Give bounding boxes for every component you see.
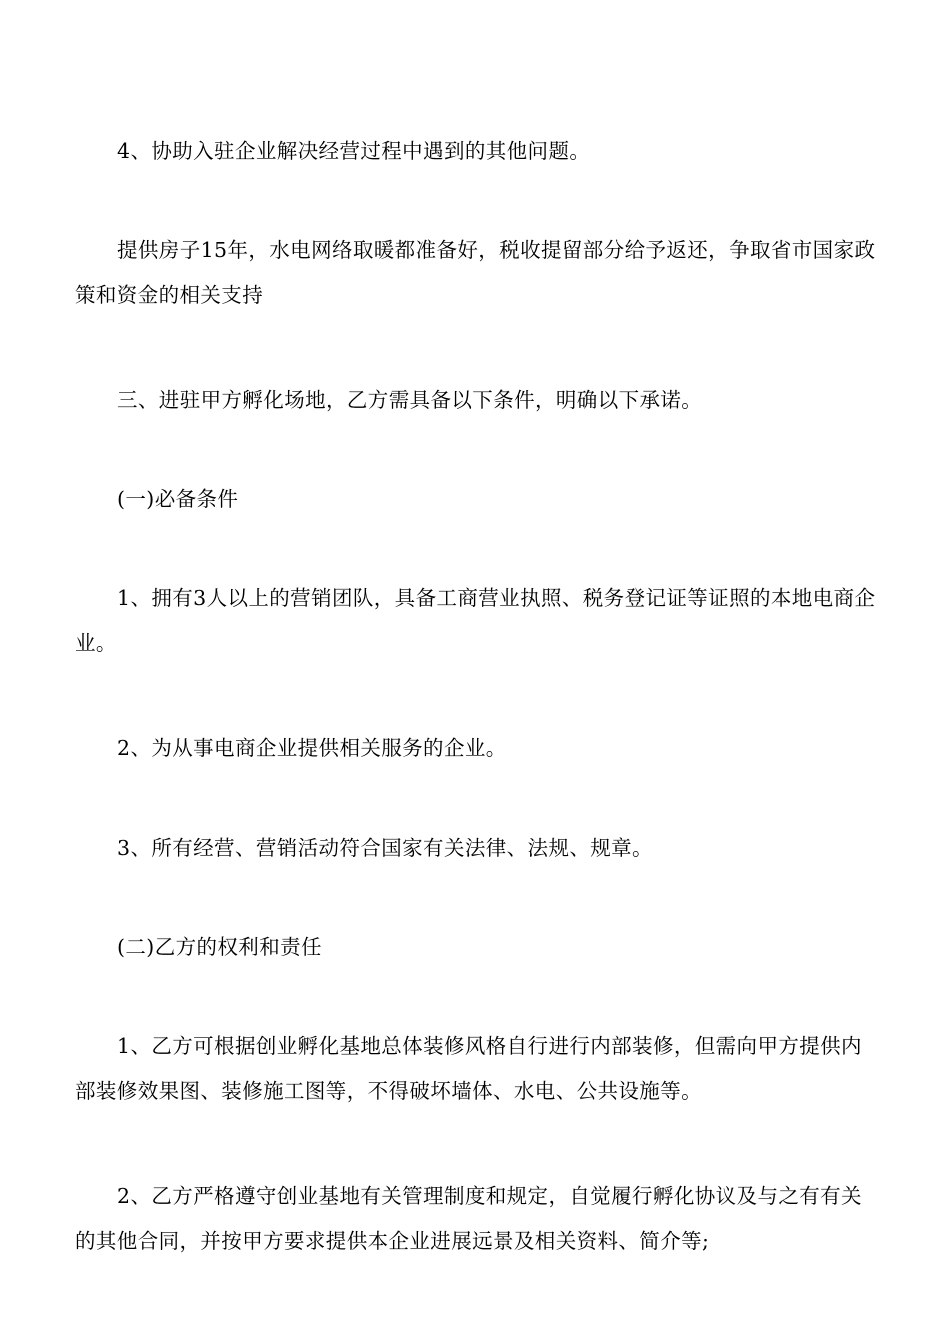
subsection-heading-rights-and-duties: (二)乙方的权利和责任 [117,935,322,959]
paragraph-condition-1: 1、拥有3人以上的营销团队，具备工商营业执照、税务登记证等证照的本地电商企业。 [75,586,876,655]
paragraph-condition-2: 2、为从事电商企业提供相关服务的企业。 [117,736,507,760]
paragraph-rights-1: 1、乙方可根据创业孵化基地总体装修风格自行进行内部装修，但需向甲方提供内部装修效果图、装修施工图等，不得破坏墙体、水电、公共设施等。 [75,1034,862,1103]
paragraph-rights-2: 2、乙方严格遵守创业基地有关管理制度和规定，自觉履行孵化协议及与之有有关的其他合同，并按甲方要求提供本企业进展远景及相关资料、简介等; [75,1184,862,1253]
section-heading-entry-conditions: 三、进驻甲方孵化场地，乙方需具备以下条件，明确以下承诺。 [117,388,703,412]
subsection-heading-required-conditions: (一)必备条件 [117,487,239,511]
paragraph-condition-3: 3、所有经营、营销活动符合国家有关法律、法规、规章。 [117,836,653,860]
paragraph-assistance-item-4: 4、协助入驻企业解决经营过程中遇到的其他问题。 [117,139,591,163]
paragraph-provided-support: 提供房子15年，水电网络取暖都准备好，税收提留部分给予返还，争取省市国家政策和资金的相关支持 [75,238,876,307]
